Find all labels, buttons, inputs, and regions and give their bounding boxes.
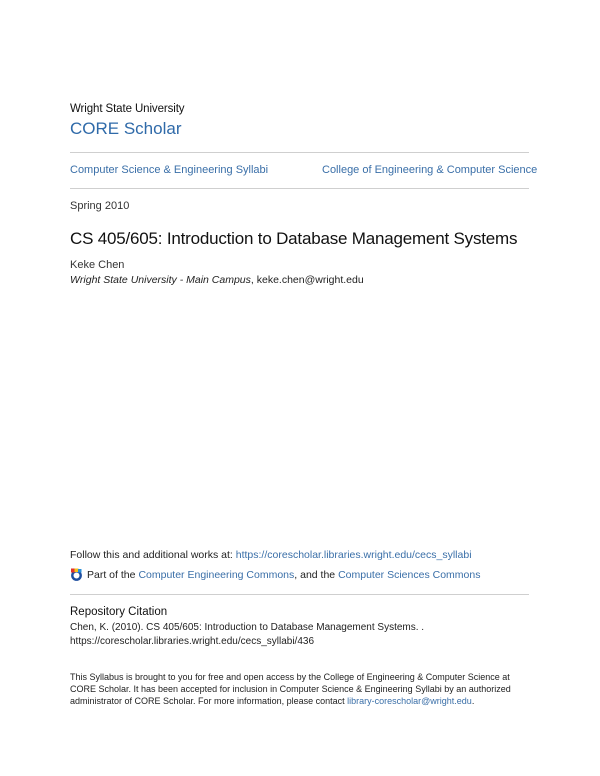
computer-sciences-commons-link[interactable]: Computer Sciences Commons (338, 568, 481, 581)
notice-line-2: CORE Scholar. It has been accepted for inclusion in Computer Science & Engineering Syllabi by an authorized (70, 684, 511, 694)
part-of-line (70, 568, 480, 581)
part-of-middle: , and the (294, 568, 339, 581)
part-of-prefix: Part of the (87, 568, 136, 581)
author-email: keke.chen@wright.edu (256, 274, 364, 286)
breadcrumb-series-link[interactable]: Computer Science & Engineering Syllabi (70, 164, 269, 176)
author-affiliation (70, 274, 364, 286)
follow-line (70, 549, 472, 561)
divider-bottom (70, 188, 529, 189)
author-name: Keke Chen (70, 259, 125, 271)
separator: , (250, 274, 257, 286)
citation-url: https://corescholar.libraries.wright.edu/cecs_syllabi/436 (70, 636, 315, 647)
affiliation-text: Wright State University - Main Campus (70, 274, 251, 286)
divider-top (70, 152, 529, 153)
breadcrumb-college-link[interactable]: College of Engineering & Computer Science (322, 164, 538, 176)
contact-email-link[interactable]: library-corescholar@wright.edu (347, 696, 472, 706)
notice-prefix: administrator of CORE Scholar. For more information, please contact (70, 696, 348, 706)
citation-heading: Repository Citation (70, 606, 168, 618)
notice-line-1: This Syllabus is brought to you for free and open access by the College of Engineering & Computer Science at (70, 672, 510, 682)
repository-link[interactable]: CORE Scholar (70, 119, 182, 138)
citation-text: Chen, K. (2010). CS 405/605: Introduction to Database Management Systems. . (70, 622, 425, 633)
computer-engineering-commons-link[interactable]: Computer Engineering Commons (138, 568, 295, 581)
follow-prefix: Follow this and additional works at: (70, 549, 236, 561)
document-title: CS 405/605: Introduction to Database Management Systems (70, 229, 518, 248)
collection-url-link[interactable]: https://corescholar.libraries.wright.edu/cecs_syllabi (235, 549, 472, 561)
bepress-commons-icon (70, 568, 83, 581)
notice-line-3 (70, 696, 474, 706)
publication-date: Spring 2010 (70, 200, 130, 212)
university-name: Wright State University (70, 103, 185, 115)
notice-suffix: . (471, 696, 475, 706)
divider-citation (70, 594, 529, 595)
